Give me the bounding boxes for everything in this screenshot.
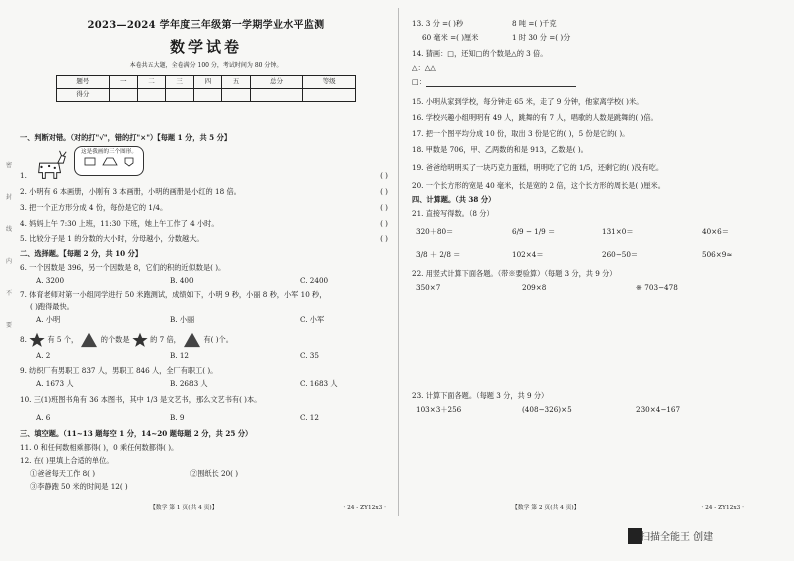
choice-option[interactable]: B. 400 <box>170 276 194 285</box>
fill-16: 16. 学校兴趣小组明明有 49 人，跳舞的有 7 人，唱歌的人数是跳舞的( )倍。 <box>412 113 658 122</box>
choice-7: 7. 体育老师对第一小组同学进行 50 米跑测试，成绩如下，小明 9 秒，小丽 8 秒，小军 10 秒， <box>20 290 327 299</box>
choice-8-num: 8. <box>20 335 27 344</box>
oral-item: 40×6＝ <box>702 227 729 236</box>
section-1-heading: 一、判断对错。（对的打"√"，错的打"×"）【每题 1 分，共 5 分】 <box>20 133 232 142</box>
choice-6: 6. 一个因数是 396，另一个因数是 8，它们的积的近似数是( )。 <box>20 263 226 272</box>
page-2-footer: 【数学 第 2 页(共 4 页)】 <box>512 505 580 512</box>
page-2 <box>412 6 784 518</box>
judge-2: 2. 小明有 6 本画册，小刚有 3 本画册，小明的画册是小红的 18 倍。 <box>20 187 241 196</box>
exam-subtitle: 数学试卷 <box>169 38 242 56</box>
bubble-text: 这是我画的三个图形。 <box>81 149 137 155</box>
choice-8-text: 有 5 个， <box>47 335 79 344</box>
score-header: 题号 <box>57 76 110 89</box>
choice-option[interactable]: C. 2400 <box>300 276 329 285</box>
choice-option[interactable]: A. 3200 <box>36 276 65 285</box>
choice-option[interactable]: A. 2 <box>36 351 51 360</box>
fill-12: 12. 在( )里填上合适的单位。 <box>20 456 114 465</box>
section-4-heading: 四、计算题。（共 38 分） <box>412 195 496 204</box>
score-header: 二 <box>137 76 165 89</box>
oral-item: 506×9≈ <box>702 250 733 259</box>
star-icon <box>132 332 148 348</box>
exam-title: 2023—2024 学年度三年级第一学期学业水平监测 <box>87 20 325 31</box>
score-row <box>57 89 356 102</box>
score-header: 等级 <box>303 76 356 89</box>
score-cell[interactable] <box>250 89 303 102</box>
page-1-footer: 【数学 第 1 页(共 4 页)】 <box>150 505 218 512</box>
score-cell[interactable] <box>109 89 137 102</box>
triangle-icon <box>183 332 201 348</box>
choice-8-text: 的 7 倍， <box>150 335 181 344</box>
choice-8-text: 有( )个。 <box>203 335 233 344</box>
score-table <box>56 75 356 102</box>
choice-option[interactable]: C. 12 <box>300 413 319 422</box>
sidebar-char: 要 <box>5 322 12 329</box>
page-1 <box>20 6 392 518</box>
page-divider <box>398 8 399 516</box>
sidebar-char: 内 <box>5 258 12 265</box>
sidebar-char: 密 <box>5 162 12 169</box>
oral-item: 102×4＝ <box>512 250 544 259</box>
score-header: 三 <box>166 76 194 89</box>
calc-item: (408−326)×5 <box>522 405 572 414</box>
score-cell[interactable] <box>166 89 194 102</box>
oral-item: 260−50＝ <box>602 250 639 259</box>
fill-13-c: 60 毫米 =( )厘米 <box>422 33 479 42</box>
score-cell[interactable] <box>194 89 222 102</box>
choice-10: 10. 三(1)班图书角有 36 本图书，其中 1/3 是文艺书，那么文艺书有( )本。 <box>20 395 262 404</box>
fill-13-a: 13. 3 分 =( )秒 <box>412 19 464 28</box>
answer-paren[interactable]: ( ) <box>380 219 388 228</box>
score-cell[interactable] <box>137 89 165 102</box>
choice-8 <box>20 332 233 348</box>
section-3-heading: 三、填空题。（11~13 题每空 1 分，14~20 题每题 2 分，共 25 分） <box>20 429 253 438</box>
fill-15: 15. 小明从家到学校，每分钟走 65 米，走了 9 分钟，他家离学校( )米。 <box>412 97 644 106</box>
oral-item: 6/9 − 1/9 ＝ <box>512 227 556 236</box>
score-cell[interactable] <box>303 89 356 102</box>
choice-8-text: 的个数是 <box>100 335 130 344</box>
choice-option[interactable]: B. 2683 人 <box>170 379 208 388</box>
fill-13-d: 1 时 30 分 =( )分 <box>512 33 571 42</box>
answer-paren[interactable]: ( ) <box>380 171 388 180</box>
star-icon <box>29 332 45 348</box>
oral-item: 320＋80＝ <box>416 227 454 236</box>
answer-paren[interactable]: ( ) <box>380 187 388 196</box>
choice-7-cont: ( )跑得最快。 <box>30 302 74 311</box>
choice-option[interactable]: B. 9 <box>170 413 185 422</box>
section-2-heading: 二、选择题。【每题 2 分，共 10 分】 <box>20 249 143 258</box>
calc-23: 23. 计算下面各题。（每题 3 分，共 9 分） <box>412 391 549 400</box>
exam-note: 本卷共五大题，全卷满分 100 分，考试时间为 80 分钟。 <box>129 62 283 69</box>
fill-13-b: 8 吨 =( )千克 <box>512 19 557 28</box>
judge-4: 4. 妈妈上午 7:30 上班，11:30 下班，她上午工作了 4 小时。 <box>20 219 219 228</box>
choice-9: 9. 纺织厂有男职工 837 人，男职工 846 人，全厂有职工( )。 <box>20 366 218 375</box>
choice-option[interactable]: A. 小明 <box>36 315 61 324</box>
scanner-watermark: 扫描全能王 创建 <box>640 532 714 543</box>
score-header: 一 <box>109 76 137 89</box>
vertical-item: ※ 703−478 <box>636 283 678 292</box>
vertical-item: 350×7 <box>416 283 441 292</box>
score-cell[interactable] <box>222 89 250 102</box>
vertical-item: 209×8 <box>522 283 547 292</box>
fill-20: 20. 一个长方形的宽是 40 毫米，长是宽的 2 倍，这个长方形的周长是( )厘米。 <box>412 181 665 190</box>
fill-12-c: ③李静跑 50 米的时间是 12( ) <box>30 482 128 491</box>
fill-19: 19. 爸爸给明明买了一块巧克力蛋糕，明明吃了它的 1/5，还剩它的( )没有吃。 <box>412 163 664 172</box>
score-header-row <box>57 76 356 89</box>
choice-option[interactable]: A. 1673 人 <box>36 379 74 388</box>
fill-14-line[interactable] <box>426 86 576 87</box>
choice-option[interactable]: C. 小军 <box>300 315 325 324</box>
fill-14-b: □： <box>412 77 426 86</box>
answer-paren[interactable]: ( ) <box>380 234 388 243</box>
page-2-code: · 24 - ZY12x3 · <box>701 505 744 512</box>
score-header: 四 <box>194 76 222 89</box>
speech-bubble <box>74 146 144 176</box>
choice-option[interactable]: A. 6 <box>36 413 51 422</box>
fill-14: 14. 猜画：□，还知□的个数是△的 3 倍。 <box>412 49 548 58</box>
oral-item: 3/8 ＋ 2/8 ＝ <box>416 250 461 259</box>
seal-line-sidebar <box>2 160 16 360</box>
judge-5: 5. 比较分子是 1 的分数的大小时，分母越小，分数越大。 <box>20 234 204 243</box>
calc-21: 21. 直接写得数。（8 分） <box>412 209 494 218</box>
choice-option[interactable]: C. 35 <box>300 351 319 360</box>
score-header: 总分 <box>250 76 303 89</box>
judge-1: 1. <box>20 171 27 180</box>
sidebar-char: 线 <box>5 226 12 233</box>
choice-option[interactable]: C. 1683 人 <box>300 379 338 388</box>
fill-12-b: ②围纸长 20( ) <box>190 469 239 478</box>
fill-14-a: △：△△ <box>412 63 436 72</box>
answer-paren[interactable]: ( ) <box>380 203 388 212</box>
score-header: 五 <box>222 76 250 89</box>
sidebar-char: 封 <box>5 194 12 201</box>
fill-18: 18. 甲数是 706，甲、乙两数的和是 913，乙数是( )。 <box>412 145 588 154</box>
sidebar-char: 不 <box>5 290 12 297</box>
page-1-code: · 24 - ZY12x3 · <box>343 505 386 512</box>
score-row-label: 得分 <box>57 89 110 102</box>
calc-item: 103×3＋256 <box>416 405 462 414</box>
triangle-icon <box>80 332 98 348</box>
judge-3: 3. 把一个正方形分成 4 份，每份是它的 1/4。 <box>20 203 168 212</box>
deer-illustration-icon <box>32 149 70 183</box>
fill-17: 17. 把一个图平均分成 10 份，取出 3 份是它的( )，5 份是它的( )。 <box>412 129 630 138</box>
oral-item: 131×0＝ <box>602 227 634 236</box>
three-shapes-icon <box>79 156 139 168</box>
fill-12-a: ①爸爸每天工作 8( ) <box>30 469 96 478</box>
fill-11: 11. 0 和任何数相乘都得( )，0 乘任何数都得( )。 <box>20 443 179 452</box>
choice-option[interactable]: B. 12 <box>170 351 189 360</box>
choice-option[interactable]: B. 小丽 <box>170 315 195 324</box>
calc-item: 230×4−167 <box>636 405 681 414</box>
calc-22: 22. 用竖式计算下面各题。（带※要验算）（每题 3 分，共 9 分） <box>412 269 617 278</box>
